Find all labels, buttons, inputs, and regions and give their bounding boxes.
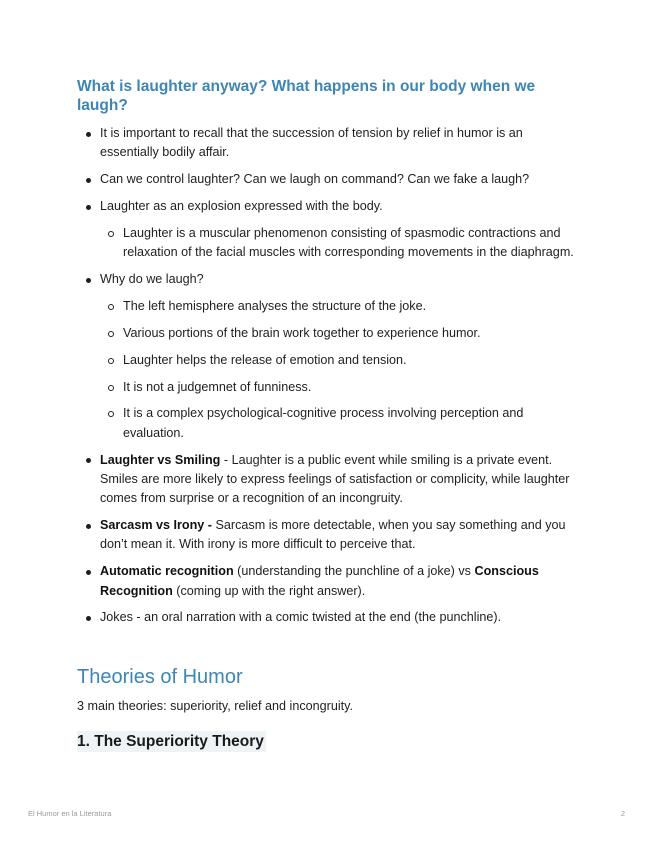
sub-list-item <box>100 404 582 443</box>
sub-list-item <box>100 224 582 263</box>
list-item-text: Sarcasm is more detectable, when you say something and you don’t mean it. With irony is more difficult to perceive that. <box>100 518 566 552</box>
sub-bullet-circle <box>108 358 114 364</box>
footer-title: El Humor en la Literatura <box>28 809 112 818</box>
sub-list-item <box>100 351 582 370</box>
bullet-dot <box>86 132 91 137</box>
sub-bullet-list <box>100 224 582 263</box>
sub-bullet-circle <box>108 385 114 391</box>
bold-term: Sarcasm vs Irony - <box>100 518 213 533</box>
bullet-list <box>77 124 582 635</box>
list-item-text: Jokes - an oral narration with a comic twisted at the end (the punchline). <box>100 610 502 625</box>
sub-bullet-circle <box>108 231 114 237</box>
list-item-text: Why do we laugh? <box>100 272 204 287</box>
bold-term: Laughter vs Smiling <box>100 452 221 467</box>
sub-list-item-text: Various portions of the brain work together to experience humor. <box>123 325 481 340</box>
bullet-dot <box>86 458 91 463</box>
sub-list-item <box>100 324 582 343</box>
bullet-dot <box>86 570 91 575</box>
bullet-dot <box>86 178 91 183</box>
list-item <box>77 608 582 627</box>
sub-bullet-circle <box>108 304 114 310</box>
bold-term: Automatic recognition <box>100 564 234 579</box>
sub-bullet-circle <box>108 411 114 417</box>
list-item <box>77 516 582 555</box>
bullet-dot <box>86 205 91 210</box>
list-item <box>77 562 582 601</box>
list-item-text: (understanding the punchline of a joke) vs <box>233 564 475 579</box>
list-item <box>77 197 582 262</box>
list-item <box>77 270 582 443</box>
theories-intro: 3 main theories: superiority, relief and incongruity. <box>77 699 354 713</box>
section-heading: What is laughter anyway? What happens in our body when we laugh? <box>77 78 536 114</box>
bullet-dot <box>86 616 91 621</box>
list-item <box>77 124 582 163</box>
list-item <box>77 170 582 189</box>
sub-list-item <box>100 378 582 397</box>
list-item-text: It is important to recall that the succession of tension by relief in humor is an essentially bodily affair. <box>100 126 523 160</box>
sub-bullet-circle <box>108 331 114 337</box>
bullet-dot <box>86 278 91 283</box>
superiority-subheading: 1. The Superiority Theory <box>77 733 264 750</box>
bullet-dot <box>86 524 91 529</box>
page-number: 2 <box>620 809 625 818</box>
sub-list-item-text: It is not a judgemnet of funniness. <box>123 379 312 394</box>
sub-list-item <box>100 297 582 316</box>
list-item-text: - Laughter is a public event while smiling is a private event. Smiles are more likely to express feelings of satisfaction or complicity, while laughter comes from surprise or a recognition of an incongruity. <box>100 452 570 506</box>
list-item <box>77 451 582 509</box>
list-item-text: Laughter as an explosion expressed with the body. <box>100 199 383 214</box>
sub-bullet-list <box>100 297 582 443</box>
theories-heading: Theories of Humor <box>77 666 243 688</box>
list-item-text: (coming up with the right answer). <box>172 583 366 598</box>
sub-list-item-text: Laughter is a muscular phenomenon consisting of spasmodic contractions and relaxation of the facial muscles with corresponding movements in the diaphragm. <box>123 225 574 260</box>
sub-list-item-text: Laughter helps the release of emotion and tension. <box>123 352 407 367</box>
list-item-text: Can we control laughter? Can we laugh on command? Can we fake a laugh? <box>100 172 530 187</box>
bold-term: Conscious Recognition <box>100 564 539 598</box>
sub-list-item-text: The left hemisphere analyses the structure of the joke. <box>123 298 427 313</box>
sub-list-item-text: It is a complex psychological-cognitive process involving perception and evaluation. <box>123 406 524 440</box>
